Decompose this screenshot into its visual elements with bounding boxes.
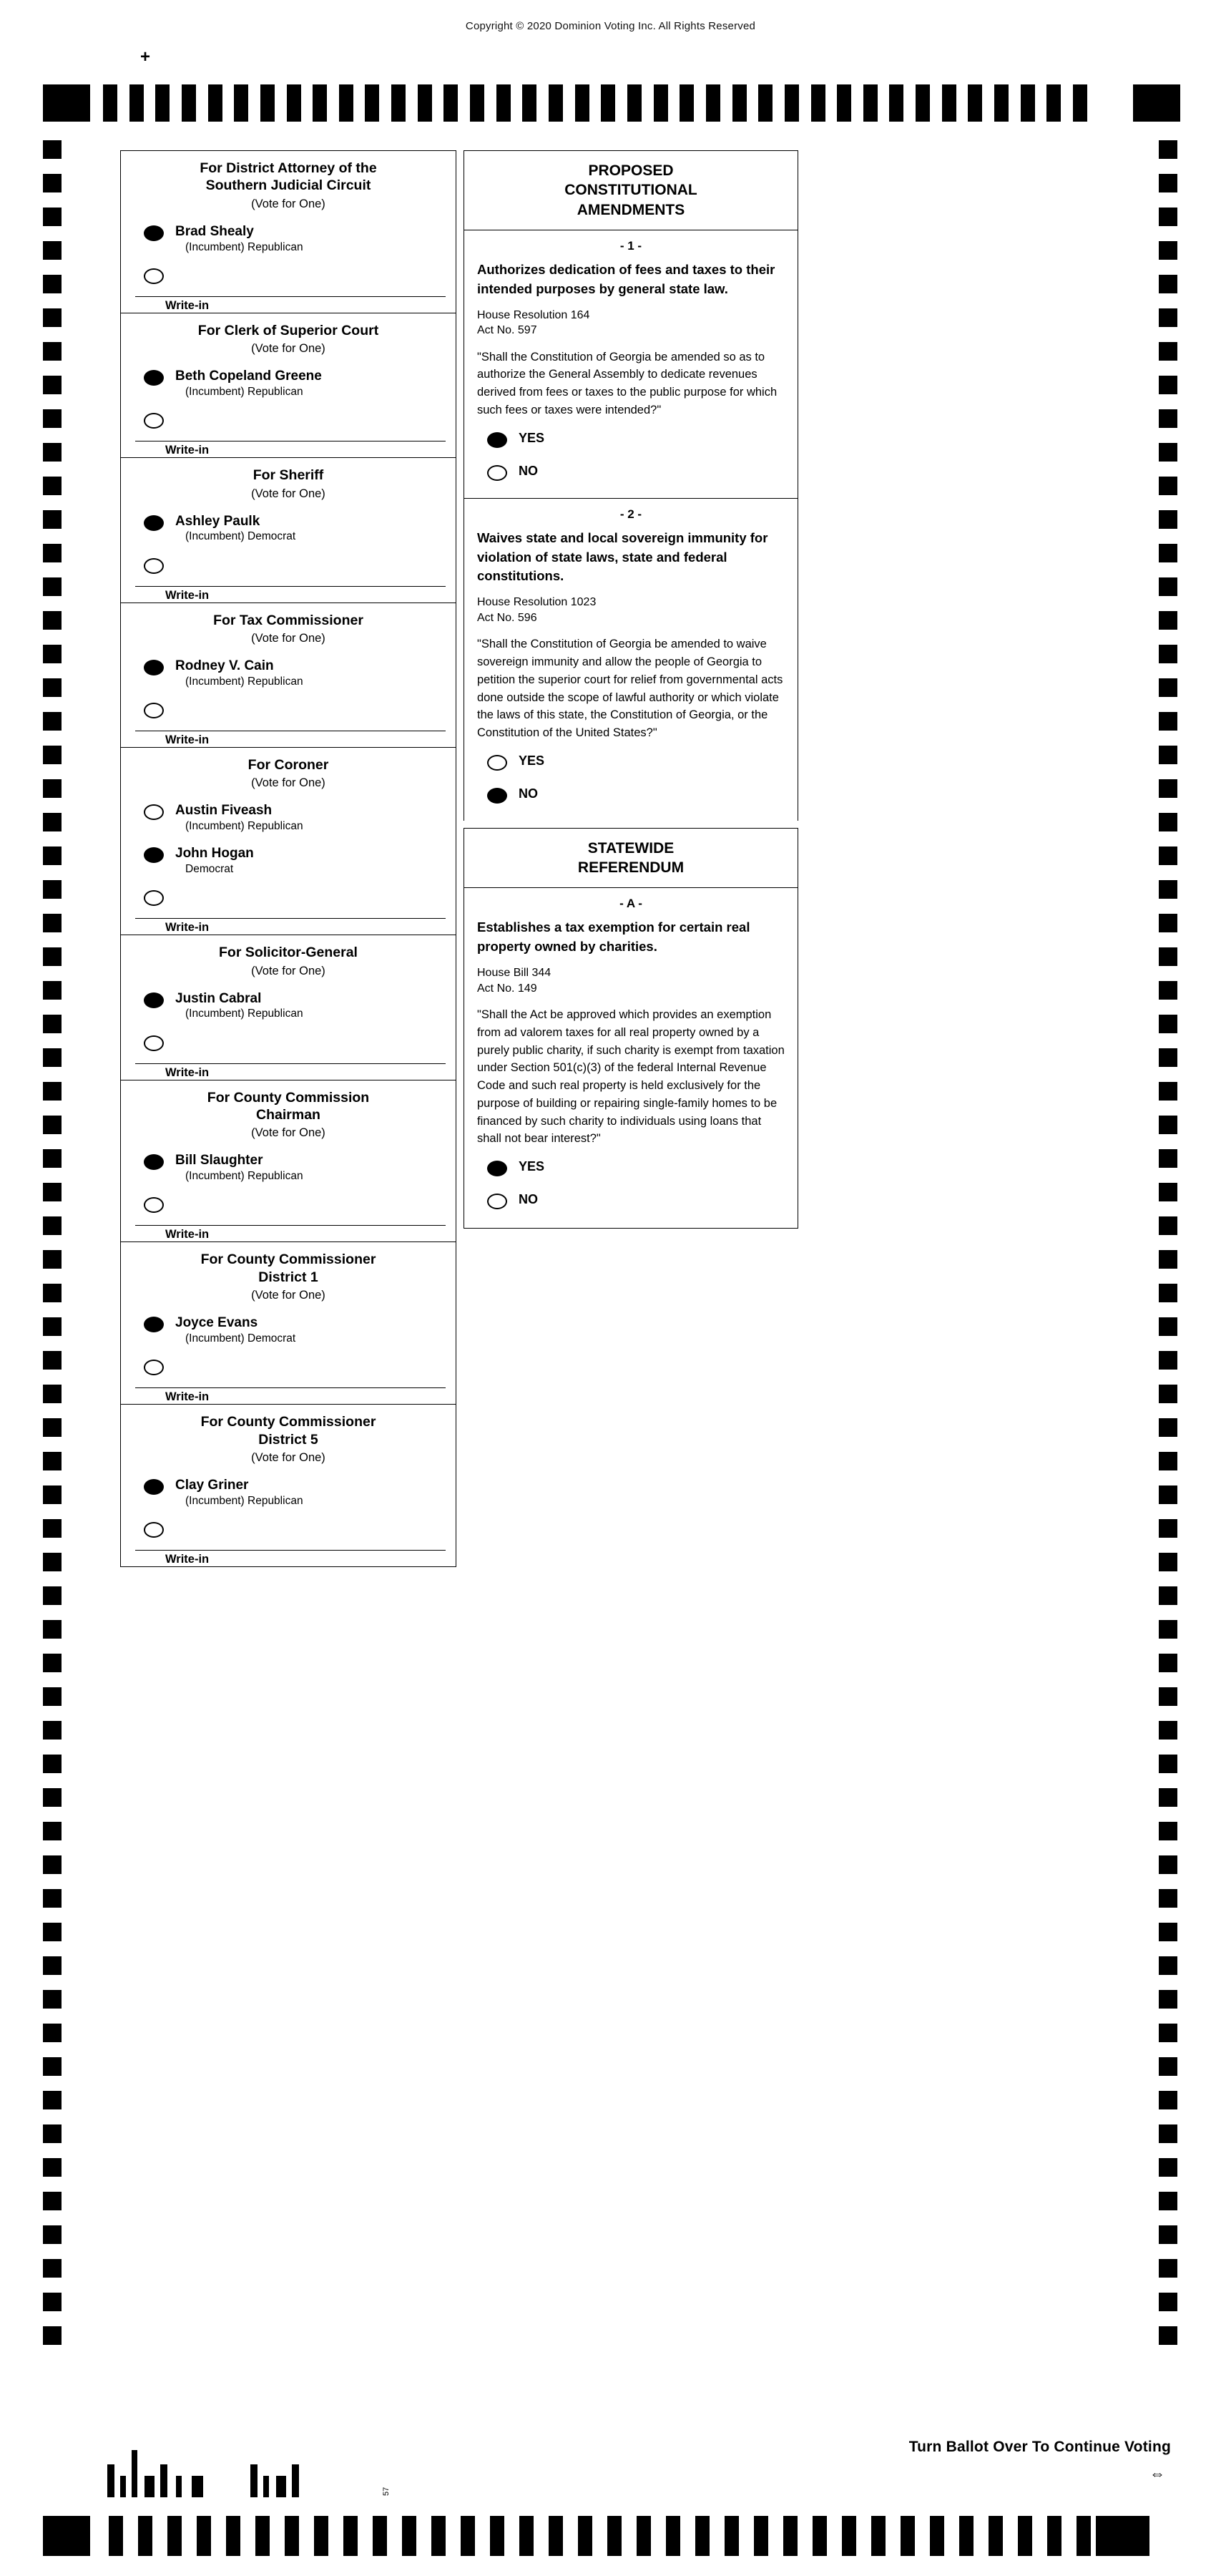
section-header: PROPOSED CONSTITUTIONAL AMENDMENTS xyxy=(464,151,798,230)
candidate-option[interactable] xyxy=(121,1309,456,1352)
measure-column-right xyxy=(464,150,798,1229)
measure-choice[interactable] xyxy=(464,1188,798,1221)
write-in-option[interactable] xyxy=(121,1515,456,1566)
contest-block xyxy=(120,313,456,457)
vote-oval[interactable] xyxy=(144,992,164,1008)
write-in-label: Write-in xyxy=(165,1228,210,1241)
vote-oval[interactable] xyxy=(144,1317,164,1332)
contest-title: For County Commissioner District 5 xyxy=(200,1414,376,1448)
measure-choice[interactable] xyxy=(464,459,798,492)
measure-reference: House Bill 344 Act No. 149 xyxy=(477,967,551,995)
candidate-party: (Incumbent) Republican xyxy=(185,1494,303,1507)
vote-instruction: (Vote for One) xyxy=(251,342,325,356)
write-in-oval[interactable] xyxy=(144,558,164,574)
arrow-icon: ⇔ xyxy=(1149,2464,1165,2482)
candidate-option[interactable] xyxy=(121,653,456,696)
measure-number: - 1 - xyxy=(619,238,642,253)
contest-block xyxy=(120,1404,456,1567)
contest-title: For Sheriff xyxy=(252,467,324,484)
barcode-number: 57 xyxy=(382,2487,391,2496)
write-in-label: Write-in xyxy=(165,921,210,935)
vote-oval[interactable] xyxy=(144,804,164,820)
write-in-line xyxy=(135,296,446,297)
write-in-line xyxy=(135,585,446,587)
vote-oval[interactable] xyxy=(144,515,164,531)
contest-block xyxy=(120,457,456,602)
candidate-party: (Incumbent) Democrat xyxy=(185,530,296,543)
measure-choice[interactable] xyxy=(464,1155,798,1188)
write-in-oval[interactable] xyxy=(144,268,164,284)
write-in-option[interactable] xyxy=(121,406,456,457)
measure-choice[interactable] xyxy=(464,426,798,459)
vote-oval[interactable] xyxy=(487,788,507,804)
vote-oval[interactable] xyxy=(487,755,507,771)
write-in-oval[interactable] xyxy=(144,1035,164,1051)
write-in-label: Write-in xyxy=(165,444,210,457)
vote-instruction: (Vote for One) xyxy=(251,1450,325,1464)
vote-oval[interactable] xyxy=(144,1154,164,1170)
vote-oval[interactable] xyxy=(487,1161,507,1176)
write-in-option[interactable] xyxy=(121,261,456,313)
candidate-name: Justin Cabral xyxy=(175,990,262,1006)
contest-block xyxy=(120,747,456,935)
vote-oval[interactable] xyxy=(487,1194,507,1209)
candidate-party: (Incumbent) Republican xyxy=(185,820,303,833)
vote-instruction: (Vote for One) xyxy=(251,1289,325,1302)
vote-oval[interactable] xyxy=(487,432,507,448)
write-in-option[interactable] xyxy=(121,1028,456,1080)
measure-choice[interactable] xyxy=(464,782,798,815)
candidate-option[interactable] xyxy=(121,1472,456,1515)
vote-instruction: (Vote for One) xyxy=(251,776,325,790)
write-in-label: Write-in xyxy=(165,588,210,602)
proposed-amendments-section xyxy=(464,150,798,821)
candidate-name: Bill Slaughter xyxy=(175,1153,263,1169)
candidate-party: (Incumbent) Republican xyxy=(185,1008,303,1020)
candidate-name: Brad Shealy xyxy=(175,223,254,239)
write-in-option[interactable] xyxy=(121,1352,456,1404)
timing-marks-bottom xyxy=(43,2516,1180,2556)
write-in-label: Write-in xyxy=(165,733,210,746)
write-in-line xyxy=(135,1063,446,1064)
candidate-party: (Incumbent) Republican xyxy=(185,675,303,688)
write-in-label: Write-in xyxy=(165,298,210,312)
write-in-line xyxy=(135,440,446,441)
contest-title: For County Commissioner District 1 xyxy=(200,1252,376,1285)
candidate-option[interactable] xyxy=(121,840,456,883)
candidate-party: (Incumbent) Democrat xyxy=(185,1332,296,1345)
contest-title: For Tax Commissioner xyxy=(213,612,363,628)
choice-label: YES xyxy=(519,1159,545,1174)
contest-title: For Solicitor-General xyxy=(219,945,358,961)
vote-oval[interactable] xyxy=(144,225,164,241)
contest-block xyxy=(120,1241,456,1404)
write-in-line xyxy=(135,917,446,919)
contest-block xyxy=(120,935,456,1079)
vote-instruction: (Vote for One) xyxy=(251,964,325,977)
write-in-option[interactable] xyxy=(121,551,456,602)
contest-block xyxy=(120,602,456,747)
measure-title: Establishes a tax exemption for certain real property owned by charities. xyxy=(477,919,750,955)
section-header: STATEWIDE REFERENDUM xyxy=(464,829,798,889)
measure-reference: House Resolution 164 Act No. 597 xyxy=(477,308,590,337)
candidate-name: Joyce Evans xyxy=(175,1315,258,1331)
write-in-oval[interactable] xyxy=(144,1522,164,1538)
candidate-name: Austin Fiveash xyxy=(175,803,273,819)
ballot-barcode xyxy=(107,2450,408,2497)
copyright-notice: Copyright © 2020 Dominion Voting Inc. All Rights Reserved xyxy=(465,20,756,32)
write-in-line xyxy=(135,1387,446,1388)
choice-label: YES xyxy=(519,430,545,445)
timing-marks-right xyxy=(1159,140,1177,2351)
write-in-line xyxy=(135,1224,446,1226)
write-in-line xyxy=(135,1549,446,1551)
write-in-line xyxy=(135,730,446,731)
candidate-option[interactable] xyxy=(121,985,456,1028)
candidate-option[interactable] xyxy=(121,797,456,840)
candidate-party: (Incumbent) Republican xyxy=(185,385,303,398)
measure-number: - A - xyxy=(619,897,642,911)
vote-oval[interactable] xyxy=(144,847,164,863)
write-in-option[interactable] xyxy=(121,696,456,747)
write-in-option[interactable] xyxy=(121,883,456,935)
vote-oval[interactable] xyxy=(144,660,164,675)
timing-marks-left xyxy=(43,140,62,2351)
registration-plus-mark: + xyxy=(140,47,151,67)
measure-number: - 2 - xyxy=(619,507,642,521)
write-in-oval[interactable] xyxy=(144,890,164,906)
choice-label: NO xyxy=(519,463,538,478)
candidate-option[interactable] xyxy=(121,508,456,551)
contest-title: For Clerk of Superior Court xyxy=(197,322,379,338)
contest-title: For District Attorney of the Southern Judicial Circuit xyxy=(200,160,377,194)
contest-column-left xyxy=(120,150,456,1567)
measure-title: Waives state and local sovereign immunity for violation of state laws, state and federal constitutions. xyxy=(477,530,768,584)
measure-body-text: "Shall the Constitution of Georgia be amended to waive sovereign immunity and allow the people of Georgia to petition the superior court for relief from governmental acts done outside the scope of lawful authority or which violate the laws of this state, the Constitution of Georgia, or the Constitution of the United States?" xyxy=(477,638,783,740)
vote-oval[interactable] xyxy=(144,1479,164,1495)
candidate-party: (Incumbent) Republican xyxy=(185,240,303,253)
candidate-party: Democrat xyxy=(185,863,234,876)
timing-marks-top xyxy=(43,84,1180,122)
write-in-oval[interactable] xyxy=(144,413,164,429)
candidate-option[interactable] xyxy=(121,218,456,261)
vote-instruction: (Vote for One) xyxy=(251,631,325,645)
write-in-oval[interactable] xyxy=(144,703,164,718)
measure-choice[interactable] xyxy=(464,749,798,782)
measure-body-text: "Shall the Constitution of Georgia be amended so as to authorize the General Assembly to dedicate revenues derived from fees or taxes to the public purpose for which such fees or taxes were intended?" xyxy=(477,350,778,416)
write-in-option[interactable] xyxy=(121,1190,456,1241)
candidate-option[interactable] xyxy=(121,1147,456,1190)
vote-oval[interactable] xyxy=(144,370,164,386)
measure-item xyxy=(464,498,798,821)
choice-label: NO xyxy=(519,786,538,801)
vote-oval[interactable] xyxy=(487,465,507,481)
contest-title: For County Commission Chairman xyxy=(207,1089,370,1123)
choice-label: YES xyxy=(519,753,545,768)
candidate-name: Rodney V. Cain xyxy=(175,658,274,673)
write-in-label: Write-in xyxy=(165,1552,210,1566)
vote-instruction: (Vote for One) xyxy=(251,1126,325,1140)
write-in-label: Write-in xyxy=(165,1390,210,1404)
measure-item xyxy=(464,888,798,1221)
measure-reference: House Resolution 1023 Act No. 596 xyxy=(477,596,597,624)
statewide-referendum-section xyxy=(464,828,798,1229)
candidate-name: Ashley Paulk xyxy=(175,513,260,529)
contest-title: For Coroner xyxy=(247,756,329,773)
write-in-label: Write-in xyxy=(165,1065,210,1079)
candidate-name: Clay Griner xyxy=(175,1477,249,1493)
candidate-party: (Incumbent) Republican xyxy=(185,1170,303,1183)
candidate-name: John Hogan xyxy=(175,846,254,862)
vote-instruction: (Vote for One) xyxy=(251,487,325,500)
measure-item xyxy=(464,230,798,498)
choice-label: NO xyxy=(519,1192,538,1207)
contest-block xyxy=(120,1080,456,1242)
contest-block xyxy=(120,150,456,313)
measure-body-text: "Shall the Act be approved which provides an exemption from ad valorem taxes for all real property owned by a purely public charity, if such charity is exempt from taxation under Section 501(c)(3) of the federal Internal Revenue Code and such real property is held exclusively for the purpose of building or repairing single-family homes to be financed by such charity to individuals using loans that shall not bear interest?" xyxy=(477,1008,785,1146)
candidate-name: Beth Copeland Greene xyxy=(175,369,322,384)
write-in-oval[interactable] xyxy=(144,1197,164,1213)
write-in-oval[interactable] xyxy=(144,1360,164,1375)
vote-instruction: (Vote for One) xyxy=(251,197,325,210)
turn-ballot-over-text: Turn Ballot Over To Continue Voting xyxy=(908,2439,1171,2455)
measure-title: Authorizes dedication of fees and taxes to their intended purposes by general state law. xyxy=(477,261,775,296)
candidate-option[interactable] xyxy=(121,363,456,406)
